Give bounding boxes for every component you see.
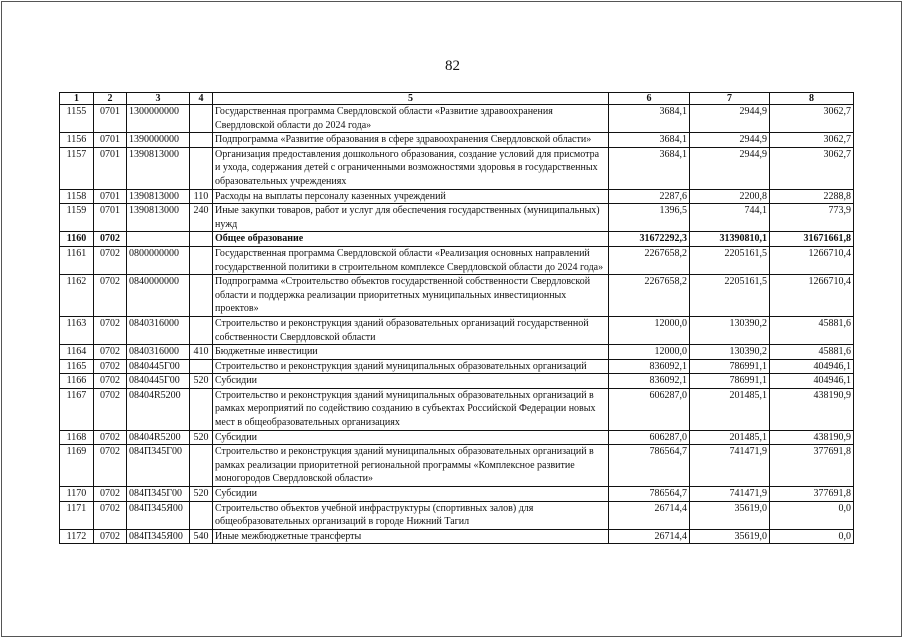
table-row bbox=[60, 529, 854, 544]
amount-year3-cell: 404946,1 bbox=[770, 359, 854, 374]
target-article-code-cell bbox=[127, 232, 190, 247]
amount-year1-cell: 606287,0 bbox=[609, 430, 690, 445]
table-header-row bbox=[60, 93, 854, 105]
target-article-code-cell: 084П345Г00 bbox=[127, 487, 190, 502]
amount-year2-cell: 130390,2 bbox=[690, 345, 770, 360]
table-row bbox=[60, 501, 854, 529]
amount-year2-cell: 31390810,1 bbox=[690, 232, 770, 247]
item-name-cell: Общее образование bbox=[213, 232, 609, 247]
expense-type-code-cell bbox=[190, 501, 213, 529]
amount-year2-cell: 2944,9 bbox=[690, 147, 770, 189]
row-number-cell: 1156 bbox=[60, 133, 94, 148]
table-row bbox=[60, 232, 854, 247]
page-number: 82 bbox=[445, 58, 460, 74]
amount-year2-cell: 744,1 bbox=[690, 204, 770, 232]
amount-year3-cell: 3062,7 bbox=[770, 105, 854, 133]
column-header: 7 bbox=[690, 93, 770, 105]
row-number-cell: 1170 bbox=[60, 487, 94, 502]
expense-type-code-cell bbox=[190, 388, 213, 430]
expense-type-code-cell bbox=[190, 359, 213, 374]
section-code-cell: 0701 bbox=[94, 147, 127, 189]
row-number-cell: 1165 bbox=[60, 359, 94, 374]
section-code-cell: 0702 bbox=[94, 275, 127, 317]
expense-type-code-cell bbox=[190, 133, 213, 148]
table-row bbox=[60, 105, 854, 133]
amount-year1-cell: 3684,1 bbox=[609, 105, 690, 133]
amount-year3-cell: 404946,1 bbox=[770, 374, 854, 389]
amount-year2-cell: 2944,9 bbox=[690, 133, 770, 148]
row-number-cell: 1169 bbox=[60, 445, 94, 487]
amount-year2-cell: 201485,1 bbox=[690, 430, 770, 445]
table-row bbox=[60, 359, 854, 374]
target-article-code-cell: 1390813000 bbox=[127, 147, 190, 189]
amount-year1-cell: 606287,0 bbox=[609, 388, 690, 430]
column-header: 8 bbox=[770, 93, 854, 105]
row-number-cell: 1172 bbox=[60, 529, 94, 544]
column-header: 4 bbox=[190, 93, 213, 105]
target-article-code-cell: 084П345Я00 bbox=[127, 529, 190, 544]
expense-type-code-cell bbox=[190, 105, 213, 133]
amount-year3-cell: 31671661,8 bbox=[770, 232, 854, 247]
section-code-cell: 0702 bbox=[94, 388, 127, 430]
column-header: 2 bbox=[94, 93, 127, 105]
section-code-cell: 0702 bbox=[94, 359, 127, 374]
target-article-code-cell: 08404R5200 bbox=[127, 388, 190, 430]
amount-year3-cell: 45881,6 bbox=[770, 316, 854, 344]
amount-year3-cell: 0,0 bbox=[770, 501, 854, 529]
item-name-cell: Иные межбюджетные трансферты bbox=[213, 529, 609, 544]
row-number-cell: 1160 bbox=[60, 232, 94, 247]
table-row bbox=[60, 487, 854, 502]
amount-year1-cell: 26714,4 bbox=[609, 501, 690, 529]
row-number-cell: 1162 bbox=[60, 275, 94, 317]
expense-type-code-cell: 540 bbox=[190, 529, 213, 544]
column-header: 5 bbox=[213, 93, 609, 105]
expense-type-code-cell: 110 bbox=[190, 189, 213, 204]
amount-year1-cell: 2267658,2 bbox=[609, 275, 690, 317]
amount-year3-cell: 438190,9 bbox=[770, 430, 854, 445]
expense-type-code-cell: 520 bbox=[190, 487, 213, 502]
item-name-cell: Бюджетные инвестиции bbox=[213, 345, 609, 360]
column-header: 3 bbox=[127, 93, 190, 105]
table-body bbox=[60, 105, 854, 544]
amount-year2-cell: 130390,2 bbox=[690, 316, 770, 344]
item-name-cell: Субсидии bbox=[213, 487, 609, 502]
target-article-code-cell: 084П345Я00 bbox=[127, 501, 190, 529]
row-number-cell: 1155 bbox=[60, 105, 94, 133]
section-code-cell: 0701 bbox=[94, 189, 127, 204]
row-number-cell: 1164 bbox=[60, 345, 94, 360]
amount-year1-cell: 2267658,2 bbox=[609, 246, 690, 274]
amount-year3-cell: 2288,8 bbox=[770, 189, 854, 204]
table-row bbox=[60, 246, 854, 274]
section-code-cell: 0702 bbox=[94, 430, 127, 445]
row-number-cell: 1163 bbox=[60, 316, 94, 344]
item-name-cell: Иные закупки товаров, работ и услуг для обеспечения государственных (муниципальных) нужд bbox=[213, 204, 609, 232]
amount-year1-cell: 836092,1 bbox=[609, 374, 690, 389]
amount-year3-cell: 377691,8 bbox=[770, 487, 854, 502]
amount-year3-cell: 377691,8 bbox=[770, 445, 854, 487]
amount-year1-cell: 26714,4 bbox=[609, 529, 690, 544]
row-number-cell: 1166 bbox=[60, 374, 94, 389]
target-article-code-cell: 0840445Г00 bbox=[127, 374, 190, 389]
amount-year3-cell: 773,9 bbox=[770, 204, 854, 232]
section-code-cell: 0702 bbox=[94, 529, 127, 544]
row-number-cell: 1167 bbox=[60, 388, 94, 430]
table-row bbox=[60, 345, 854, 360]
amount-year1-cell: 1396,5 bbox=[609, 204, 690, 232]
item-name-cell: Расходы на выплаты персоналу казенных учреждений bbox=[213, 189, 609, 204]
amount-year2-cell: 2944,9 bbox=[690, 105, 770, 133]
target-article-code-cell: 0800000000 bbox=[127, 246, 190, 274]
item-name-cell: Строительство и реконструкция зданий муниципальных образовательных организаций в рамках реализации приоритетной региональной программы «Комплексное развитие моногородов Свердловской области» bbox=[213, 445, 609, 487]
row-number-cell: 1168 bbox=[60, 430, 94, 445]
amount-year2-cell: 741471,9 bbox=[690, 487, 770, 502]
row-number-cell: 1171 bbox=[60, 501, 94, 529]
amount-year3-cell: 3062,7 bbox=[770, 133, 854, 148]
section-code-cell: 0701 bbox=[94, 105, 127, 133]
amount-year1-cell: 836092,1 bbox=[609, 359, 690, 374]
row-number-cell: 1161 bbox=[60, 246, 94, 274]
item-name-cell: Строительство и реконструкция зданий муниципальных образовательных организаций bbox=[213, 359, 609, 374]
item-name-cell: Государственная программа Свердловской области «Реализация основных направлений государственной политики в строительном комплексе Свердловской области до 2024 года» bbox=[213, 246, 609, 274]
amount-year2-cell: 2205161,5 bbox=[690, 246, 770, 274]
row-number-cell: 1157 bbox=[60, 147, 94, 189]
amount-year3-cell: 1266710,4 bbox=[770, 246, 854, 274]
row-number-cell: 1158 bbox=[60, 189, 94, 204]
table-row bbox=[60, 388, 854, 430]
amount-year3-cell: 3062,7 bbox=[770, 147, 854, 189]
table-row bbox=[60, 189, 854, 204]
amount-year1-cell: 3684,1 bbox=[609, 147, 690, 189]
expense-type-code-cell: 520 bbox=[190, 430, 213, 445]
amount-year2-cell: 35619,0 bbox=[690, 529, 770, 544]
amount-year1-cell: 786564,7 bbox=[609, 487, 690, 502]
target-article-code-cell: 1390000000 bbox=[127, 133, 190, 148]
section-code-cell: 0702 bbox=[94, 316, 127, 344]
expense-type-code-cell: 240 bbox=[190, 204, 213, 232]
target-article-code-cell: 0840316000 bbox=[127, 345, 190, 360]
expense-type-code-cell bbox=[190, 316, 213, 344]
item-name-cell: Организация предоставления дошкольного образования, создание условий для присмотра и ухода, содержания детей с ограниченными возможностями здоровья в государственных образовательных учреждениях bbox=[213, 147, 609, 189]
section-code-cell: 0702 bbox=[94, 345, 127, 360]
table-row bbox=[60, 445, 854, 487]
amount-year2-cell: 2200,8 bbox=[690, 189, 770, 204]
item-name-cell: Субсидии bbox=[213, 374, 609, 389]
item-name-cell: Подпрограмма «Строительство объектов государственной собственности Свердловской области и поддержка реализации приоритетных муниципальных инвестиционных проектов» bbox=[213, 275, 609, 317]
amount-year2-cell: 2205161,5 bbox=[690, 275, 770, 317]
amount-year2-cell: 201485,1 bbox=[690, 388, 770, 430]
section-code-cell: 0701 bbox=[94, 133, 127, 148]
section-code-cell: 0702 bbox=[94, 246, 127, 274]
target-article-code-cell: 1300000000 bbox=[127, 105, 190, 133]
item-name-cell: Государственная программа Свердловской области «Развитие здравоохранения Свердловской области до 2024 года» bbox=[213, 105, 609, 133]
table-row bbox=[60, 374, 854, 389]
amount-year1-cell: 3684,1 bbox=[609, 133, 690, 148]
expense-type-code-cell bbox=[190, 445, 213, 487]
table-row bbox=[60, 147, 854, 189]
section-code-cell: 0702 bbox=[94, 232, 127, 247]
target-article-code-cell: 084П345Г00 bbox=[127, 445, 190, 487]
amount-year1-cell: 786564,7 bbox=[609, 445, 690, 487]
table-row bbox=[60, 275, 854, 317]
target-article-code-cell: 1390813000 bbox=[127, 204, 190, 232]
section-code-cell: 0702 bbox=[94, 374, 127, 389]
section-code-cell: 0701 bbox=[94, 204, 127, 232]
amount-year1-cell: 2287,6 bbox=[609, 189, 690, 204]
expense-type-code-cell: 520 bbox=[190, 374, 213, 389]
section-code-cell: 0702 bbox=[94, 445, 127, 487]
amount-year3-cell: 438190,9 bbox=[770, 388, 854, 430]
amount-year3-cell: 45881,6 bbox=[770, 345, 854, 360]
expense-type-code-cell bbox=[190, 246, 213, 274]
table-row bbox=[60, 430, 854, 445]
table-row bbox=[60, 133, 854, 148]
expense-type-code-cell bbox=[190, 275, 213, 317]
item-name-cell: Строительство объектов учебной инфраструктуры (спортивных залов) для общеобразовательных организаций в городе Нижний Тагил bbox=[213, 501, 609, 529]
budget-table bbox=[59, 92, 854, 544]
row-number-cell: 1159 bbox=[60, 204, 94, 232]
amount-year1-cell: 12000,0 bbox=[609, 345, 690, 360]
amount-year2-cell: 35619,0 bbox=[690, 501, 770, 529]
table-row bbox=[60, 204, 854, 232]
amount-year1-cell: 12000,0 bbox=[609, 316, 690, 344]
column-header: 1 bbox=[60, 93, 94, 105]
section-code-cell: 0702 bbox=[94, 487, 127, 502]
item-name-cell: Строительство и реконструкция зданий образовательных организаций государственной собственности Свердловской области bbox=[213, 316, 609, 344]
amount-year3-cell: 0,0 bbox=[770, 529, 854, 544]
amount-year2-cell: 786991,1 bbox=[690, 374, 770, 389]
target-article-code-cell: 1390813000 bbox=[127, 189, 190, 204]
amount-year3-cell: 1266710,4 bbox=[770, 275, 854, 317]
expense-type-code-cell bbox=[190, 232, 213, 247]
expense-type-code-cell bbox=[190, 147, 213, 189]
item-name-cell: Строительство и реконструкция зданий муниципальных образовательных организаций в рамках мероприятий по содействию созданию в субъектах Российской Федерации новых мест в общеобразовательных организациях bbox=[213, 388, 609, 430]
amount-year2-cell: 741471,9 bbox=[690, 445, 770, 487]
table-row bbox=[60, 316, 854, 344]
item-name-cell: Субсидии bbox=[213, 430, 609, 445]
target-article-code-cell: 0840316000 bbox=[127, 316, 190, 344]
target-article-code-cell: 0840445Г00 bbox=[127, 359, 190, 374]
amount-year2-cell: 786991,1 bbox=[690, 359, 770, 374]
expense-type-code-cell: 410 bbox=[190, 345, 213, 360]
target-article-code-cell: 0840000000 bbox=[127, 275, 190, 317]
column-header: 6 bbox=[609, 93, 690, 105]
item-name-cell: Подпрограмма «Развитие образования в сфере здравоохранения Свердловской области» bbox=[213, 133, 609, 148]
target-article-code-cell: 08404R5200 bbox=[127, 430, 190, 445]
section-code-cell: 0702 bbox=[94, 501, 127, 529]
amount-year1-cell: 31672292,3 bbox=[609, 232, 690, 247]
